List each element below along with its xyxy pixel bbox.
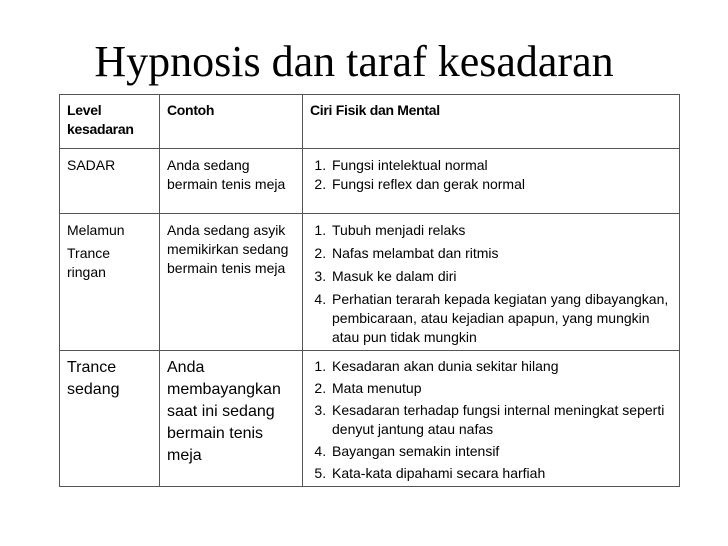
list-item: 3. Masuk ke dalam diri	[330, 267, 672, 286]
header-contoh-label: Contoh	[167, 102, 215, 118]
ciri-cell	[303, 149, 680, 214]
table-header-row	[60, 95, 680, 149]
ciri-list	[310, 221, 672, 347]
list-item: 2. Fungsi reflex dan gerak normal	[330, 175, 672, 194]
table-row	[60, 351, 680, 487]
table-row	[60, 149, 680, 214]
level-label: Trance sedang	[67, 359, 120, 398]
contoh-cell: Anda membayangkan saat ini sedang bermain tenis meja	[160, 351, 303, 487]
list-item: 1. Tubuh menjadi relaks	[330, 221, 672, 240]
list-item: 1. Fungsi intelektual normal	[330, 156, 672, 175]
slide-title: Hypnosis dan taraf kesadaran	[94, 37, 614, 86]
list-item: 2. Nafas melambat dan ritmis	[330, 244, 672, 263]
level-label: Trance ringan	[67, 245, 111, 280]
header-level	[60, 95, 160, 149]
list-item: 3. Kesadaran terhadap fungsi internal meningkat seperti denyut jantung atau nafas	[330, 401, 672, 439]
ciri-cell	[303, 214, 680, 351]
header-ciri-label: Ciri Fisik dan Mental	[310, 102, 440, 118]
list-item: 5. Kata-kata dipahami secara harfiah	[330, 464, 672, 483]
contoh-cell: Anda sedang asyik memikirkan sedang bermain tenis meja	[160, 214, 303, 351]
ciri-list	[310, 156, 672, 194]
level-label: Melamun	[67, 222, 125, 238]
level-cell	[60, 351, 160, 487]
header-ciri	[303, 95, 680, 149]
contoh-cell: Anda sedang bermain tenis meja	[160, 149, 303, 214]
header-contoh	[160, 95, 303, 149]
ciri-cell	[303, 351, 680, 487]
level-label: SADAR	[67, 157, 116, 173]
level-cell	[60, 214, 160, 351]
ciri-list	[310, 357, 672, 483]
list-item: 2. Mata menutup	[330, 379, 672, 398]
table-row	[60, 214, 680, 351]
list-item: 1. Kesadaran akan dunia sekitar hilang	[330, 357, 672, 376]
list-item: 4. Perhatian terarah kepada kegiatan yang dibayangkan, pembicaraan, atau kejadian apapun, yang mungkin atau pun tidak mungkin	[330, 290, 672, 347]
consciousness-table	[59, 94, 680, 487]
header-level-label: Level kesadaran	[67, 102, 134, 137]
level-cell	[60, 149, 160, 214]
list-item: 4. Bayangan semakin intensif	[330, 442, 672, 461]
